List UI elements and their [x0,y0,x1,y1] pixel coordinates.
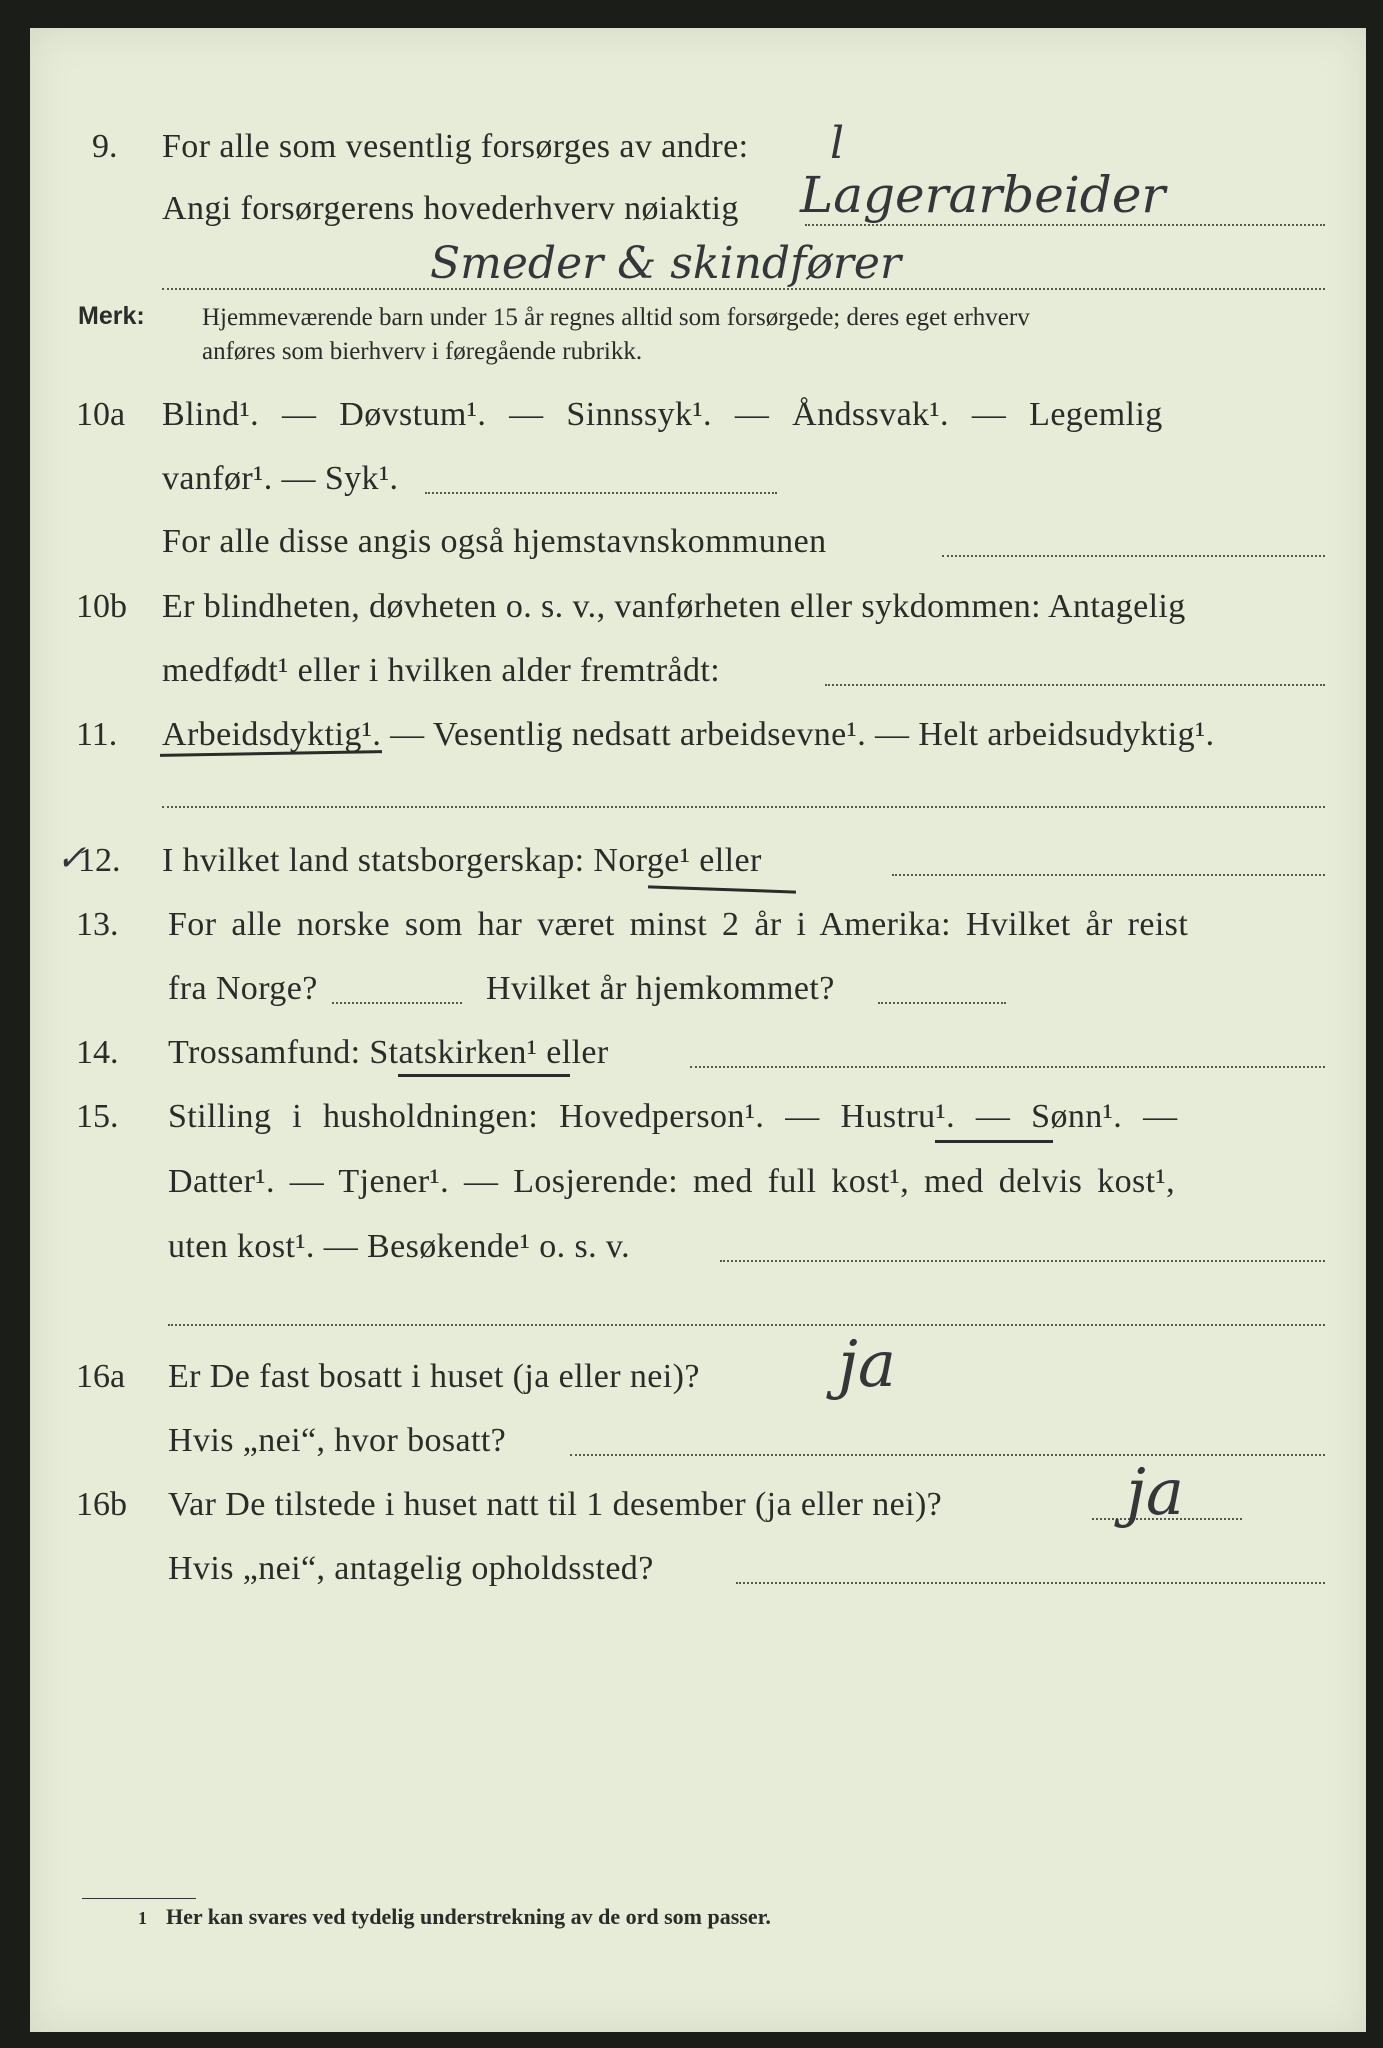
q16a-handwritten-answer: ja [838,1328,896,1402]
q10a-line2: vanfør¹. — Syk¹. [162,460,399,497]
q10b-number: 10b [76,588,127,625]
footnote-rule [82,1898,196,1899]
q9-line1: For alle som vesentlig forsørges av andre: [162,128,749,165]
q16a-number: 16a [76,1358,126,1395]
q12-line1: I hvilket land statsborgerskap: Norge¹ eller [162,842,762,879]
q10b-line2: medfødt¹ eller i hvilken alder fremtrådt: [162,652,721,689]
q16b-answer-line2 [736,1582,1325,1584]
q15-number: 15. [76,1098,119,1135]
q10a-line1: Blind¹. — Døvstum¹. — Sinnssyk¹. — Åndssvak¹. — Legemlig [162,396,1163,433]
q16b-handwritten-answer: ja [1126,1456,1184,1530]
q9-answer-line2 [162,288,1325,290]
q10b-line1: Er blindheten, døvheten o. s. v., vanførheten eller sykdommen: Antagelig [162,588,1186,625]
q11-number: 11. [76,716,118,753]
q13-answer-line2 [878,1002,1006,1004]
q13-line2a: fra Norge? [168,970,318,1007]
q11-answer-line [162,806,1325,808]
q12-answer-line [892,874,1325,876]
q9-handwritten-detail: Smeder & skindfører [430,238,901,289]
q9-line2: Angi forsørgerens hovederhverv nøiaktig [162,190,739,227]
q16a-answer-line [570,1454,1325,1456]
q16a-line1: Er De fast bosatt i huset (ja eller nei)? [168,1358,700,1395]
footnote-text: Her kan svares ved tydelig understrekning av de ord som passer. [166,1904,771,1929]
q16b-line1: Var De tilstede i huset natt til 1 desember (ja eller nei)? [168,1486,943,1523]
q14-underline-mark [398,1074,570,1077]
q13-answer-line1 [332,1002,462,1004]
q11-line1: Arbeidsdyktig¹. — Vesentlig nedsatt arbeidsevne¹. — Helt arbeidsudyktig¹. [162,716,1215,753]
q10a-number: 10a [76,396,126,433]
q9-number: 9. [92,128,118,165]
q13-line2b: Hvilket år hjemkommet? [486,970,835,1007]
q12-underline-mark [648,885,796,893]
q9-handwriting-mark: l [830,118,845,169]
q9-answer-line1 [805,224,1325,226]
q16b-line2: Hvis „nei“, antagelig opholdssted? [168,1550,654,1587]
q14-number: 14. [76,1034,119,1071]
q16a-line2: Hvis „nei“, hvor bosatt? [168,1422,507,1459]
q10a-answer-line2 [942,555,1325,557]
q13-number: 13. [76,906,119,943]
q14-line1: Trossamfund: Statskirken¹ eller [168,1034,609,1071]
q12-check-mark: ✓ [56,838,87,879]
q15-underline-mark [935,1140,1053,1143]
footnote-mark: 1 [138,1908,147,1928]
q15-line3: uten kost¹. — Besøkende¹ o. s. v. [168,1228,631,1265]
census-form-page [30,28,1366,2032]
q12-number: 12. [78,842,121,879]
q14-answer-line [690,1066,1325,1068]
q15-answer-line2 [168,1324,1325,1326]
merk-label: Merk: [78,302,145,330]
q10a-answer-line1 [425,492,777,494]
q16b-number: 16b [76,1486,127,1523]
q13-line1: For alle norske som har været minst 2 år i Amerika: Hvilket år reist [168,906,1189,943]
q15-line1: Stilling i husholdningen: Hovedperson¹. — Hustru¹. — Sønn¹. — [168,1098,1178,1135]
q15-answer-line1 [720,1260,1325,1262]
merk-line2: anføres som bierhverv i føregående rubrikk. [202,338,643,365]
merk-line1: Hjemmeværende barn under 15 år regnes alltid som forsørgede; deres eget erhverv [202,304,1030,331]
q15-line2: Datter¹. — Tjener¹. — Losjerende: med full kost¹, med delvis kost¹, [168,1163,1175,1200]
q9-handwritten-occupation: Lagerarbeider [800,166,1166,224]
q10a-line3: For alle disse angis også hjemstavnskommunen [162,523,827,560]
q10b-answer-line [825,684,1325,686]
